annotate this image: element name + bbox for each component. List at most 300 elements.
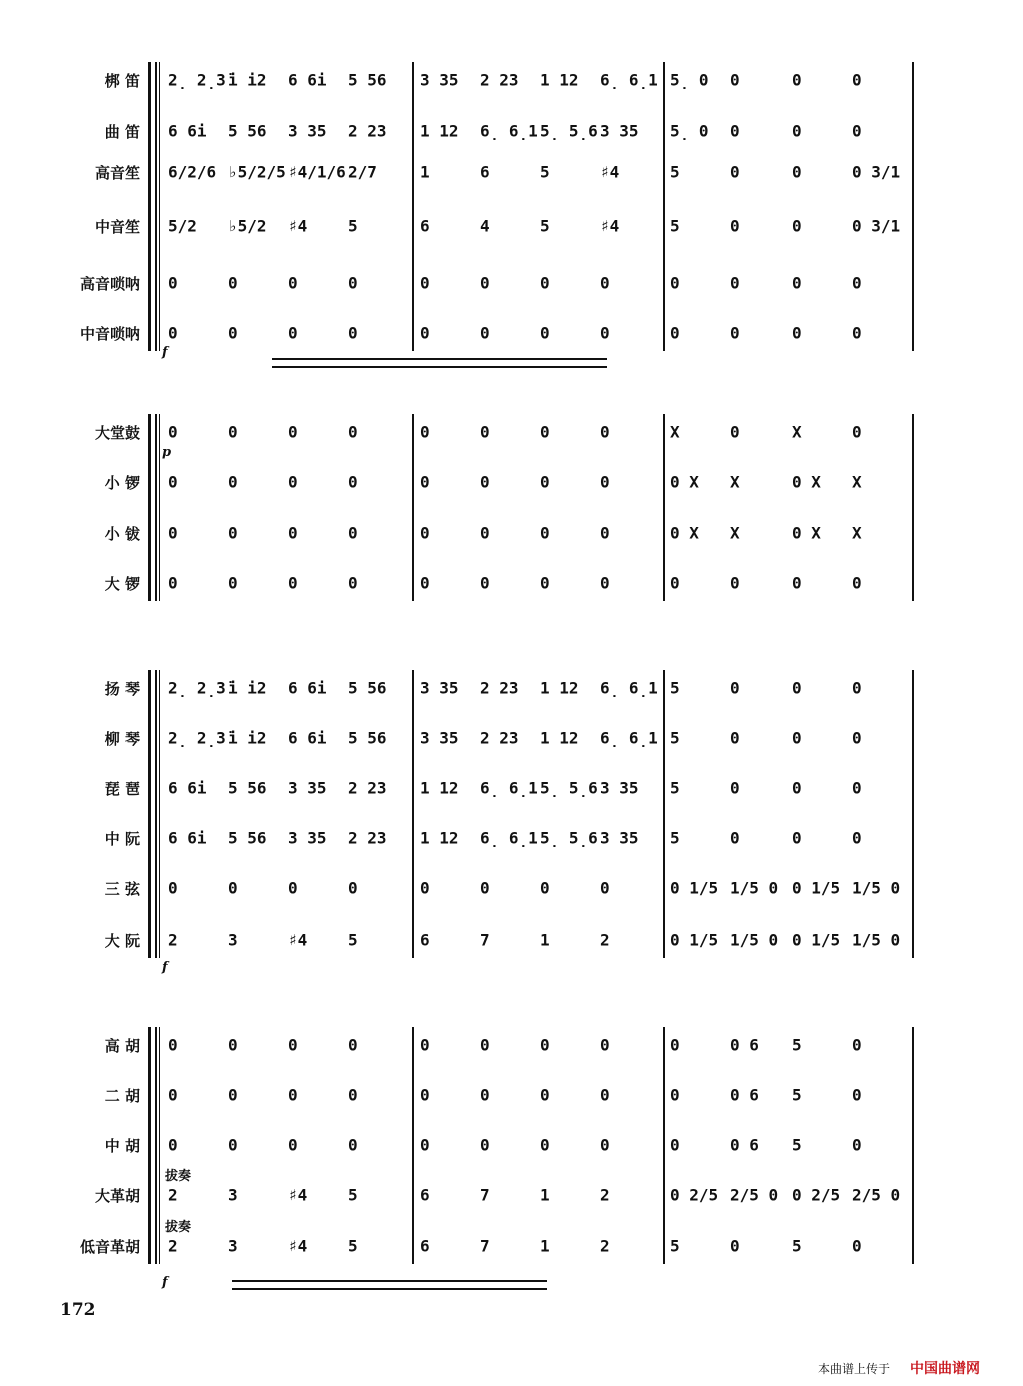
note-cell: 0 xyxy=(420,878,430,898)
note-cell: 0 xyxy=(670,273,680,293)
note-cell: 0 xyxy=(852,728,862,748)
note-cell: 0 xyxy=(540,323,550,343)
note-cell: 1 12 xyxy=(540,70,579,90)
note-cell: 0 xyxy=(540,523,550,543)
bar-line xyxy=(912,414,914,601)
note-cell: 1 12 xyxy=(420,778,459,798)
note-cell: 0 xyxy=(348,573,358,593)
instrument-label: 大 锣 xyxy=(104,575,140,593)
note-cell: 5 xyxy=(670,216,680,236)
note-cell: 2/5 0 xyxy=(730,1185,779,1205)
note-cell: 0 xyxy=(420,273,430,293)
note-cell: 0 xyxy=(792,728,802,748)
note-cell: 0 xyxy=(730,728,740,748)
note-cell: 0 xyxy=(288,472,298,492)
note-cell: ♯4 xyxy=(288,1236,308,1256)
bar-line xyxy=(663,414,665,601)
note-cell: 0 xyxy=(420,1135,430,1155)
note-cell: 0 xyxy=(670,1085,680,1105)
note-cell: 0 xyxy=(288,422,298,442)
note-cell: 3 35 xyxy=(288,778,327,798)
note-cell: 0 xyxy=(420,422,430,442)
note-cell: 6 6i xyxy=(168,828,207,848)
note-cell: 2 xyxy=(600,930,610,950)
note-cell: 0 xyxy=(540,878,550,898)
note-cell: 2̣ 2̣3̇ xyxy=(168,678,226,698)
instrument-label: 小 锣 xyxy=(104,474,140,492)
bar-line xyxy=(155,1027,157,1264)
note-cell: 5 xyxy=(348,1185,358,1205)
instrument-label: 高音唢呐 xyxy=(79,275,140,293)
note-cell: i i2 xyxy=(228,728,267,748)
note-cell: X xyxy=(792,422,802,442)
note-cell: 1/5 0 xyxy=(852,878,901,898)
section-bracket xyxy=(148,670,151,958)
note-cell: 0 xyxy=(670,1135,680,1155)
note-cell: 2/7 xyxy=(348,162,377,182)
note-cell: 3 35 xyxy=(600,778,639,798)
section-bracket xyxy=(148,62,151,351)
note-cell: 5 xyxy=(348,1236,358,1256)
note-cell: 6 6i xyxy=(288,70,327,90)
note-cell: 0 xyxy=(730,778,740,798)
bar-line xyxy=(412,670,414,958)
note-cell: 0 xyxy=(480,273,490,293)
note-cell: 3 35 xyxy=(420,678,459,698)
note-cell: 0 xyxy=(288,573,298,593)
note-cell: 5̣ 5̣6 xyxy=(540,828,598,848)
note-cell: 6 6i xyxy=(168,121,207,141)
note-cell: 0 xyxy=(480,878,490,898)
note-cell: 2 23 xyxy=(348,778,387,798)
note-cell: 0 xyxy=(420,1085,430,1105)
note-cell: 0 xyxy=(600,1135,610,1155)
note-cell: 0 xyxy=(480,1035,490,1055)
note-cell: 2 23 xyxy=(480,70,519,90)
note-cell: 0 xyxy=(288,1085,298,1105)
note-cell: 0 xyxy=(168,573,178,593)
hairpin-line xyxy=(232,1288,547,1290)
bar-line xyxy=(412,1027,414,1264)
note-cell: 0 xyxy=(348,1085,358,1105)
note-cell: X xyxy=(852,523,862,543)
note-cell: 6/2/6 xyxy=(168,162,217,182)
instrument-label: 三 弦 xyxy=(104,880,140,898)
note-cell: 6 6i xyxy=(168,778,207,798)
bar-line-inner xyxy=(159,414,160,601)
note-cell: 3 35 xyxy=(288,828,327,848)
note-cell: 0 xyxy=(730,828,740,848)
note-cell: 5 xyxy=(792,1236,802,1256)
note-cell: 0 2/5 xyxy=(792,1185,841,1205)
note-cell: 5 xyxy=(540,162,550,182)
note-cell: X xyxy=(852,472,862,492)
instrument-label: 小 钹 xyxy=(104,525,140,543)
note-cell: 0 xyxy=(228,472,238,492)
note-cell: 0 xyxy=(348,422,358,442)
note-cell: 0 xyxy=(480,472,490,492)
note-cell: 0 xyxy=(600,1035,610,1055)
note-cell: 0 xyxy=(730,422,740,442)
note-cell: 1 xyxy=(540,1236,550,1256)
instrument-label: 琵 琶 xyxy=(104,780,140,798)
note-cell: 0 xyxy=(420,1035,430,1055)
note-cell: 0 xyxy=(852,778,862,798)
note-cell: 0 xyxy=(348,1035,358,1055)
note-cell: 0 xyxy=(228,523,238,543)
note-cell: 0 xyxy=(420,573,430,593)
note-cell: 0 xyxy=(168,323,178,343)
note-cell: 0 xyxy=(852,1135,862,1155)
note-cell: 0 xyxy=(600,523,610,543)
note-cell: 0 xyxy=(852,273,862,293)
note-cell: 0 xyxy=(480,523,490,543)
note-cell: 0 xyxy=(852,1085,862,1105)
note-cell: 0 xyxy=(168,1035,178,1055)
site-logo: 中国曲谱网 xyxy=(910,1361,980,1377)
note-cell: 0 3/1 xyxy=(852,162,901,182)
bar-line xyxy=(412,62,414,351)
note-cell: 1 12 xyxy=(540,728,579,748)
note-cell: 0 xyxy=(228,1085,238,1105)
note-cell: 6 6i xyxy=(288,678,327,698)
note-cell: 6 6i xyxy=(288,728,327,748)
note-cell: 0 xyxy=(852,422,862,442)
note-cell: 1 xyxy=(420,162,430,182)
note-cell: 1/5 0 xyxy=(730,878,779,898)
note-cell: 5 xyxy=(540,216,550,236)
note-cell: 0 xyxy=(670,1035,680,1055)
note-cell: 0 xyxy=(792,778,802,798)
bar-line xyxy=(155,414,157,601)
note-cell: 6̣ 6̣1 xyxy=(600,678,658,698)
note-cell: 2 xyxy=(600,1185,610,1205)
note-cell: 0 xyxy=(670,323,680,343)
note-cell: 0 xyxy=(792,162,802,182)
note-cell: i i2 xyxy=(228,678,267,698)
note-cell: 0 xyxy=(600,422,610,442)
note-cell: 0 xyxy=(420,323,430,343)
bar-line xyxy=(663,670,665,958)
note-cell: X xyxy=(670,422,680,442)
note-cell: 0 xyxy=(852,828,862,848)
note-cell: 0 xyxy=(730,573,740,593)
note-cell: 0 xyxy=(348,273,358,293)
note-cell: 0 xyxy=(730,323,740,343)
upload-note: 本曲谱上传于 xyxy=(818,1362,891,1376)
note-cell: ♯4 xyxy=(288,930,308,950)
note-cell: 3 xyxy=(228,1185,238,1205)
note-cell: 0 xyxy=(792,828,802,848)
note-cell: 2 23 xyxy=(348,121,387,141)
note-cell: 0 xyxy=(228,878,238,898)
note-cell: 0 xyxy=(168,1085,178,1105)
note-cell: 0 xyxy=(852,1236,862,1256)
bar-line xyxy=(912,670,914,958)
note-cell: 3 35 xyxy=(420,728,459,748)
note-cell: 0 xyxy=(288,273,298,293)
note-cell: 0 xyxy=(540,472,550,492)
note-cell: 1 12 xyxy=(540,678,579,698)
dynamic-mark: p xyxy=(162,445,172,460)
note-cell: 5 56 xyxy=(348,70,387,90)
note-cell: 6̣ 6̣1 xyxy=(600,70,658,90)
note-cell: 0 1/5 xyxy=(792,930,841,950)
note-cell: 4 xyxy=(480,216,490,236)
note-cell: 0 xyxy=(228,573,238,593)
note-cell: 0 xyxy=(730,1236,740,1256)
note-cell: 0 xyxy=(348,523,358,543)
pizzicato-annotation: 拔奏 xyxy=(165,1169,192,1184)
note-cell: 0 xyxy=(792,121,802,141)
instrument-label: 大堂鼓 xyxy=(94,424,140,442)
instrument-label: 低音革胡 xyxy=(79,1238,140,1256)
note-cell: X xyxy=(730,472,740,492)
note-cell: 0 xyxy=(288,323,298,343)
note-cell: 5̣ 5̣6 xyxy=(540,778,598,798)
note-cell: 5 xyxy=(348,930,358,950)
section-bracket xyxy=(148,1027,151,1264)
note-cell: 0 xyxy=(600,1085,610,1105)
note-cell: 5/2 xyxy=(168,216,197,236)
bar-line xyxy=(412,414,414,601)
note-cell: 0 xyxy=(600,273,610,293)
note-cell: 0 xyxy=(852,70,862,90)
note-cell: 0 X xyxy=(792,472,821,492)
note-cell: 0 xyxy=(730,273,740,293)
note-cell: 5 xyxy=(792,1135,802,1155)
note-cell: 1 12 xyxy=(420,121,459,141)
bar-line-inner xyxy=(159,670,160,958)
note-cell: 0 xyxy=(348,878,358,898)
note-cell: 0 xyxy=(792,273,802,293)
note-cell: 7 xyxy=(480,930,490,950)
note-cell: 0 xyxy=(348,472,358,492)
note-cell: 3 35 xyxy=(600,121,639,141)
bar-line xyxy=(663,62,665,351)
note-cell: 0 xyxy=(480,422,490,442)
note-cell: 0 xyxy=(540,422,550,442)
note-cell: 0 xyxy=(168,472,178,492)
note-cell: 0 X xyxy=(670,523,699,543)
note-cell: 0 xyxy=(168,422,178,442)
note-cell: 5 56 xyxy=(228,828,267,848)
note-cell: ♭5/2 xyxy=(228,216,267,236)
note-cell: X xyxy=(730,523,740,543)
note-cell: 0 xyxy=(228,1035,238,1055)
note-cell: 0 xyxy=(792,70,802,90)
note-cell: 5 xyxy=(670,678,680,698)
note-cell: 6̣ 6̣1 xyxy=(600,728,658,748)
note-cell: 0 xyxy=(420,523,430,543)
note-cell: 0 xyxy=(852,323,862,343)
instrument-label: 中音唢呐 xyxy=(79,325,140,343)
instrument-label: 大革胡 xyxy=(94,1187,140,1205)
hairpin-line xyxy=(272,358,607,360)
note-cell: 0 xyxy=(480,323,490,343)
note-cell: 0 xyxy=(228,273,238,293)
bar-line-inner xyxy=(159,1027,160,1264)
dynamic-mark: f xyxy=(162,960,168,975)
note-cell: 1 xyxy=(540,930,550,950)
note-cell: 5 xyxy=(670,1236,680,1256)
note-cell: 0 xyxy=(600,323,610,343)
note-cell: 3 xyxy=(228,1236,238,1256)
note-cell: 0 xyxy=(168,273,178,293)
bar-line xyxy=(663,1027,665,1264)
note-cell: 3 35 xyxy=(420,70,459,90)
instrument-label: 高 胡 xyxy=(104,1037,140,1055)
instrument-label: 扬 琴 xyxy=(104,680,140,698)
note-cell: 2 xyxy=(168,1236,178,1256)
note-cell: 0 xyxy=(730,70,740,90)
hairpin-line xyxy=(232,1280,547,1282)
note-cell: 0 xyxy=(228,1135,238,1155)
instrument-label: 梆 笛 xyxy=(104,72,140,90)
note-cell: 2 xyxy=(600,1236,610,1256)
note-cell: 2/5 0 xyxy=(852,1185,901,1205)
note-cell: 0 X xyxy=(670,472,699,492)
note-cell: 0 xyxy=(288,523,298,543)
pizzicato-annotation: 拔奏 xyxy=(165,1220,192,1235)
note-cell: 0 xyxy=(852,121,862,141)
note-cell: ♭5/2/5 xyxy=(228,162,286,182)
note-cell: ♯4 xyxy=(288,216,308,236)
note-cell: 3 35 xyxy=(288,121,327,141)
note-cell: ♯4 xyxy=(600,216,620,236)
note-cell: 2 23 xyxy=(348,828,387,848)
note-cell: 3 xyxy=(228,930,238,950)
note-cell: 0 xyxy=(852,1035,862,1055)
note-cell: 2̣ 2̣3̇ xyxy=(168,70,226,90)
note-cell: 5 xyxy=(670,828,680,848)
note-cell: ♯4 xyxy=(288,1185,308,1205)
note-cell: 6 xyxy=(420,1185,430,1205)
note-cell: 0 xyxy=(540,1085,550,1105)
note-cell: 0 X xyxy=(792,523,821,543)
note-cell: 0 xyxy=(792,323,802,343)
note-cell: i i2 xyxy=(228,70,267,90)
note-cell: ♯4 xyxy=(600,162,620,182)
instrument-label: 中 阮 xyxy=(104,830,140,848)
note-cell: 5̣ 0 xyxy=(670,121,709,141)
note-cell: 5 xyxy=(792,1035,802,1055)
bar-line xyxy=(155,670,157,958)
instrument-label: 曲 笛 xyxy=(104,123,140,141)
instrument-label: 高音笙 xyxy=(94,164,140,182)
note-cell: 1/5 0 xyxy=(730,930,779,950)
note-cell: 5 56 xyxy=(228,121,267,141)
bar-line xyxy=(912,62,914,351)
note-cell: 0 xyxy=(348,323,358,343)
note-cell: 0 xyxy=(730,121,740,141)
note-cell: 0 xyxy=(540,1135,550,1155)
section-bracket xyxy=(148,414,151,601)
note-cell: 0 3/1 xyxy=(852,216,901,236)
note-cell: 1 12 xyxy=(420,828,459,848)
note-cell: 0 1/5 xyxy=(792,878,841,898)
note-cell: 0 xyxy=(480,1085,490,1105)
note-cell: 6̣ 6̣1 xyxy=(480,828,538,848)
note-cell: 5 xyxy=(792,1085,802,1105)
page-number: 172 xyxy=(60,1300,96,1320)
note-cell: 0 xyxy=(168,1135,178,1155)
note-cell: 5 56 xyxy=(348,678,387,698)
note-cell: 5 xyxy=(670,162,680,182)
instrument-label: 二 胡 xyxy=(104,1087,140,1105)
bar-line xyxy=(912,1027,914,1264)
note-cell: 0 6 xyxy=(730,1135,759,1155)
note-cell: 2 xyxy=(168,1185,178,1205)
note-cell: 0 xyxy=(792,216,802,236)
note-cell: 2̣ 2̣3̇ xyxy=(168,728,226,748)
dynamic-mark: f xyxy=(162,1275,168,1290)
note-cell: 0 xyxy=(480,573,490,593)
note-cell: 5 56 xyxy=(228,778,267,798)
note-cell: 1 xyxy=(540,1185,550,1205)
instrument-label: 中 胡 xyxy=(104,1137,140,1155)
note-cell: 0 6 xyxy=(730,1035,759,1055)
note-cell: 0 xyxy=(540,273,550,293)
instrument-label: 柳 琴 xyxy=(104,730,140,748)
note-cell: 5 xyxy=(670,728,680,748)
note-cell: 0 xyxy=(168,878,178,898)
note-cell: 0 6 xyxy=(730,1085,759,1105)
note-cell: 0 xyxy=(852,678,862,698)
dynamic-mark: f xyxy=(162,345,168,360)
note-cell: 0 xyxy=(288,1035,298,1055)
note-cell: 0 1/5 xyxy=(670,930,719,950)
note-cell: 6̣ 6̣1 xyxy=(480,121,538,141)
note-cell: 0 xyxy=(792,573,802,593)
note-cell: 0 xyxy=(600,878,610,898)
bar-line xyxy=(155,62,157,351)
note-cell: 0 1/5 xyxy=(670,878,719,898)
note-cell: 0 xyxy=(288,1135,298,1155)
note-cell: 0 xyxy=(792,678,802,698)
note-cell: 0 xyxy=(600,573,610,593)
note-cell: 0 xyxy=(228,323,238,343)
note-cell: 6 xyxy=(480,162,490,182)
note-cell: 0 xyxy=(730,162,740,182)
note-cell: 7 xyxy=(480,1185,490,1205)
note-cell: 2 23 xyxy=(480,728,519,748)
note-cell: 3 35 xyxy=(600,828,639,848)
note-cell: 1/5 0 xyxy=(852,930,901,950)
hairpin-line xyxy=(272,366,607,368)
note-cell: 6 xyxy=(420,216,430,236)
instrument-label: 大 阮 xyxy=(104,932,140,950)
note-cell: 0 xyxy=(420,472,430,492)
instrument-label: 中音笙 xyxy=(94,218,140,236)
note-cell: 0 xyxy=(670,573,680,593)
note-cell: 5 xyxy=(348,216,358,236)
note-cell: 6 xyxy=(420,930,430,950)
bar-line-inner xyxy=(159,62,160,351)
note-cell: 0 xyxy=(288,878,298,898)
note-cell: 0 xyxy=(852,573,862,593)
note-cell: 0 xyxy=(480,1135,490,1155)
note-cell: 6̣ 6̣1 xyxy=(480,778,538,798)
note-cell: 0 xyxy=(228,422,238,442)
note-cell: 0 2/5 xyxy=(670,1185,719,1205)
note-cell: 0 xyxy=(348,1135,358,1155)
note-cell: 0 xyxy=(540,1035,550,1055)
note-cell: 0 xyxy=(540,573,550,593)
note-cell: 5 56 xyxy=(348,728,387,748)
note-cell: 6 xyxy=(420,1236,430,1256)
note-cell: ♯4/1/6 xyxy=(288,162,346,182)
